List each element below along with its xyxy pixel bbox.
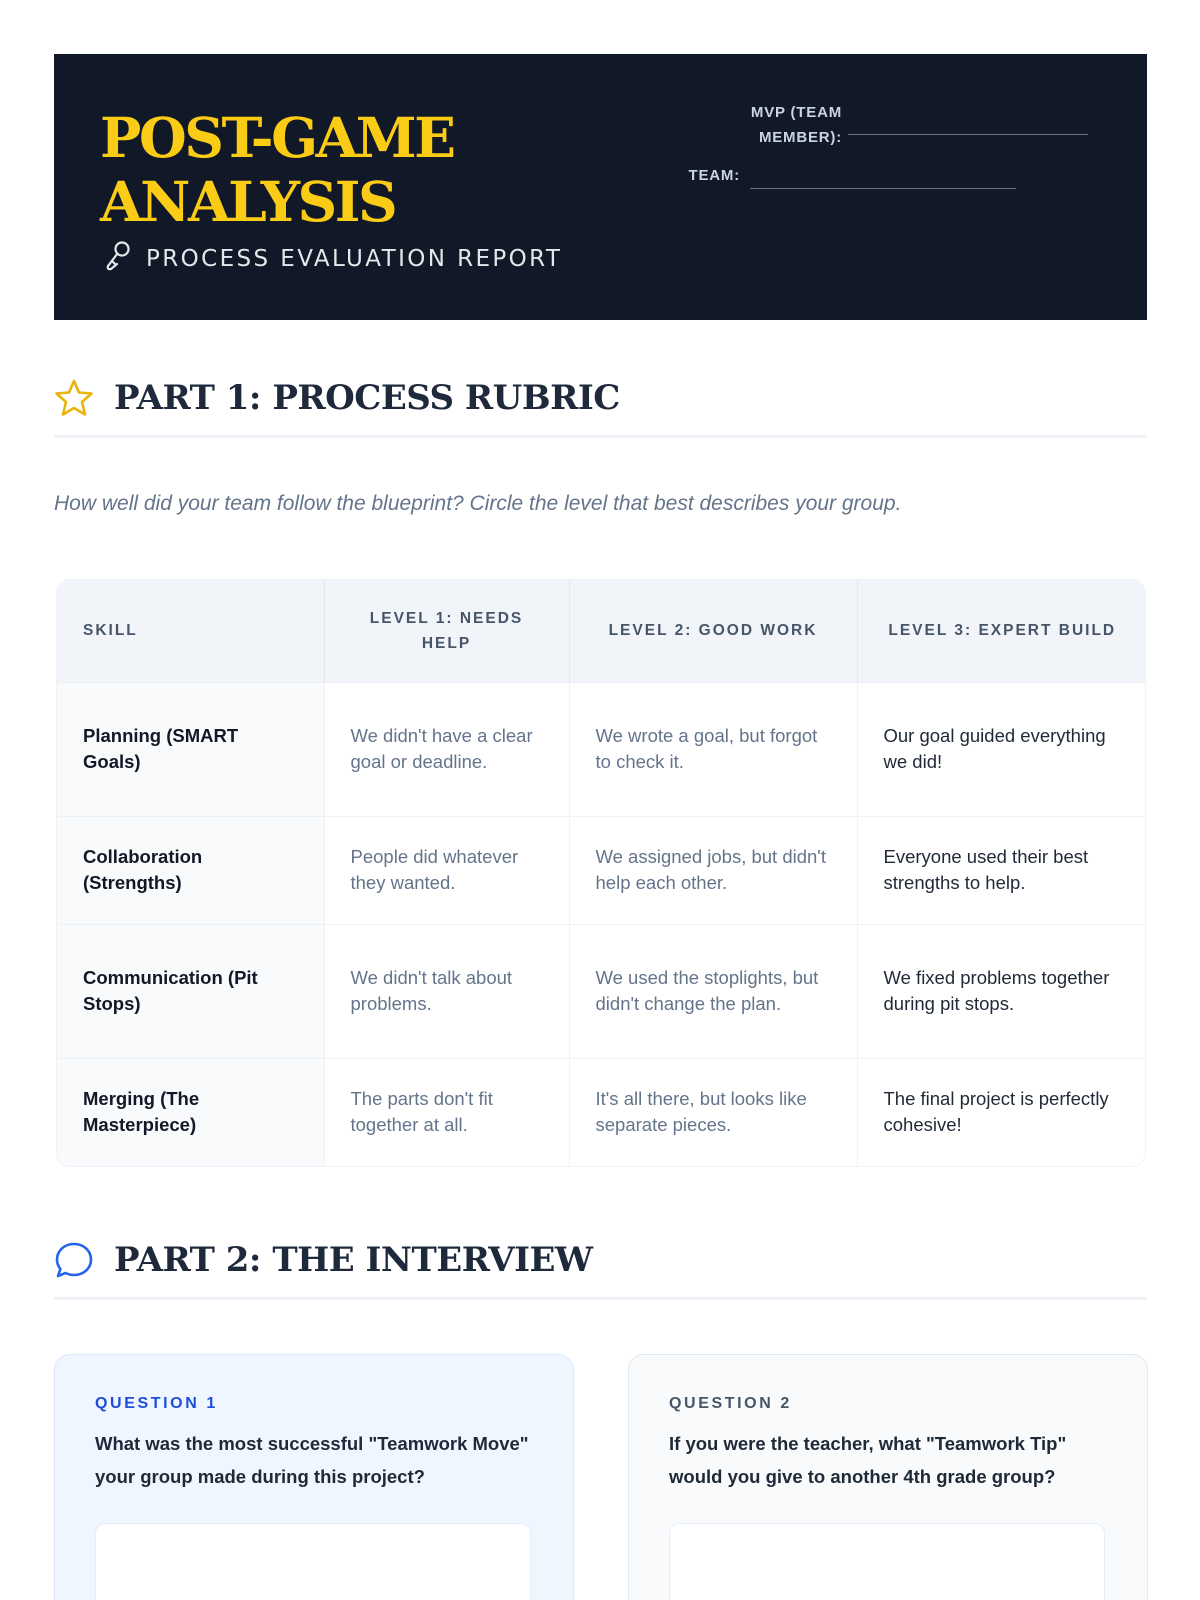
skill-cell: Merging (The Masterpiece) — [57, 1058, 324, 1166]
chat-bubble-icon — [54, 1240, 94, 1280]
level1-cell[interactable]: We didn't talk about problems. — [324, 924, 569, 1058]
question-text: What was the most successful "Teamwork Move" your group made during this project? — [95, 1433, 529, 1487]
skill-cell: Collaboration (Strengths) — [57, 816, 324, 924]
question-label: QUESTION 1 — [95, 1395, 218, 1412]
column-header-level2: LEVEL 2: GOOD WORK — [569, 580, 857, 682]
rubric-row-merging — [57, 1058, 1146, 1166]
mvp-label-line1: MVP (TEAM — [750, 104, 842, 121]
question-label: QUESTION 2 — [669, 1395, 792, 1412]
level2-cell[interactable]: We wrote a goal, but forgot to check it. — [569, 682, 857, 816]
mvp-field[interactable] — [734, 100, 1094, 148]
question-card-2 — [628, 1354, 1148, 1600]
rubric-row-planning — [57, 682, 1146, 816]
answer-box[interactable] — [669, 1523, 1105, 1600]
rubric-row-communication — [57, 924, 1146, 1058]
level3-cell[interactable]: Our goal guided everything we did! — [857, 682, 1146, 816]
mvp-input-line[interactable] — [848, 134, 1088, 135]
rubric-header-row — [57, 580, 1146, 682]
question-card-1 — [54, 1354, 574, 1600]
team-label: TEAM: — [688, 167, 740, 184]
header-banner — [54, 54, 1147, 320]
level2-cell[interactable]: We assigned jobs, but didn't help each other. — [569, 816, 857, 924]
level2-cell[interactable]: It's all there, but looks like separate pieces. — [569, 1058, 857, 1166]
column-header-level3: LEVEL 3: EXPERT BUILD — [857, 580, 1146, 682]
part1-title: PART 1: PROCESS RUBRIC — [114, 378, 620, 418]
answer-box[interactable] — [95, 1523, 531, 1600]
skill-cell: Planning (SMART Goals) — [57, 682, 324, 816]
team-field[interactable] — [680, 164, 1040, 194]
mvp-label-line2: MEMBER): — [758, 129, 842, 146]
page-title-line2: ANALYSIS — [100, 169, 396, 234]
microphone-icon — [104, 240, 132, 278]
level1-cell[interactable]: We didn't have a clear goal or deadline. — [324, 682, 569, 816]
process-rubric-table — [56, 579, 1146, 1167]
part1-heading — [54, 372, 1147, 438]
part2-title: PART 2: THE INTERVIEW — [114, 1240, 593, 1280]
rubric-instructions: How well did your team follow the blueprint? Circle the level that best describes your group. — [54, 492, 902, 515]
level3-cell[interactable]: We fixed problems together during pit stops. — [857, 924, 1146, 1058]
column-header-level1: LEVEL 1: NEEDS HELP — [324, 580, 569, 682]
subtitle-text: PROCESS EVALUATION REPORT — [146, 246, 563, 272]
level3-cell[interactable]: The final project is perfectly cohesive! — [857, 1058, 1146, 1166]
worksheet-page — [54, 54, 1147, 1487]
star-icon — [54, 378, 94, 418]
level1-cell[interactable]: The parts don't fit together at all. — [324, 1058, 569, 1166]
question-text: If you were the teacher, what "Teamwork Tip" would you give to another 4th grade group? — [669, 1433, 1067, 1487]
page-title-line1: POST-GAME — [100, 105, 454, 170]
level2-cell[interactable]: We used the stoplights, but didn't change the plan. — [569, 924, 857, 1058]
team-input-line[interactable] — [750, 188, 1016, 189]
rubric-row-collaboration — [57, 816, 1146, 924]
column-header-skill: SKILL — [57, 580, 324, 682]
level3-cell[interactable]: Everyone used their best strengths to help. — [857, 816, 1146, 924]
report-subtitle — [104, 240, 562, 278]
page-title — [100, 106, 620, 234]
part2-heading — [54, 1234, 1147, 1300]
mvp-label — [734, 100, 842, 150]
skill-cell: Communication (Pit Stops) — [57, 924, 324, 1058]
level1-cell[interactable]: People did whatever they wanted. — [324, 816, 569, 924]
